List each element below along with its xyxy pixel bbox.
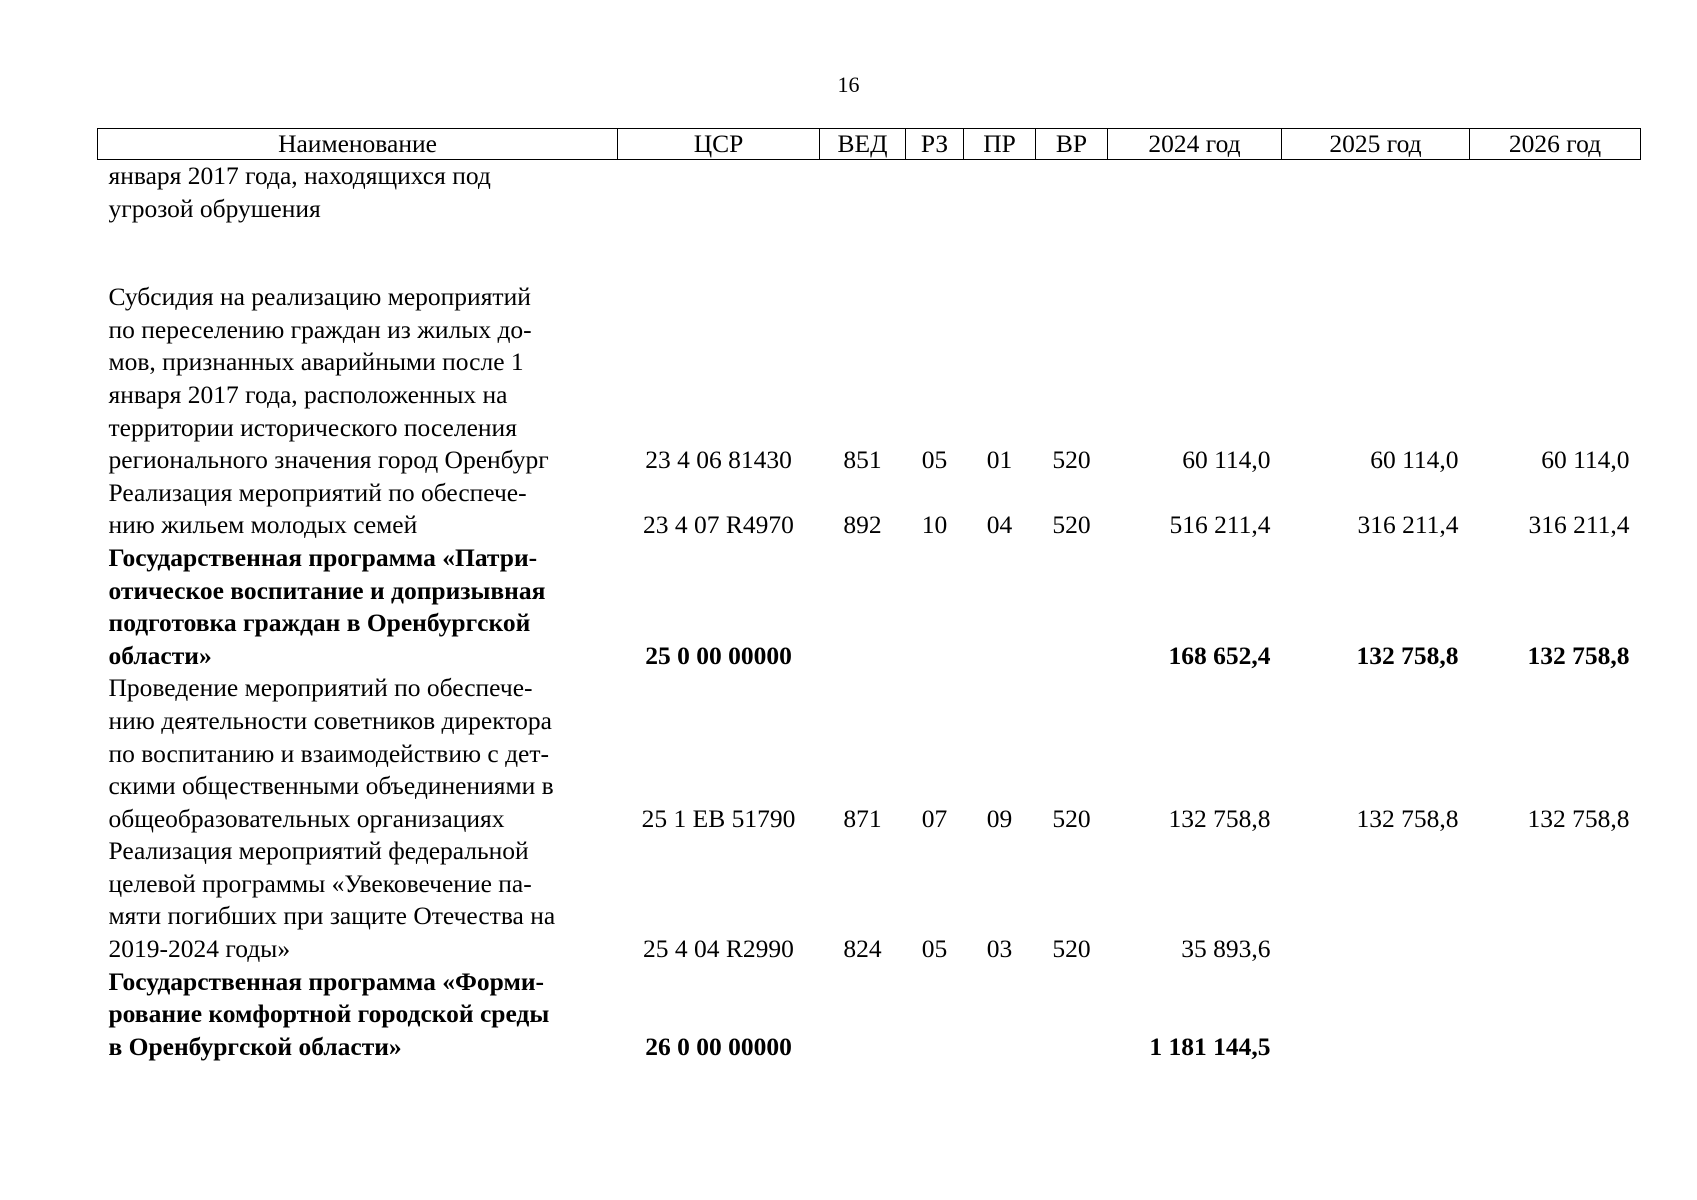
- row-2025: 60 114,0: [1370, 445, 1459, 475]
- row-name: [98, 160, 618, 226]
- row-name-line: по переселению граждан из жилых до-: [108, 314, 532, 344]
- table-row: [98, 672, 1641, 835]
- table-body: [98, 160, 1641, 1064]
- header-2025: 2025 год: [1282, 129, 1470, 160]
- row-pr: [964, 542, 1036, 672]
- row-name-line: общеобразовательных организациях: [108, 803, 505, 833]
- row-csr: 25 0 00 00000: [645, 640, 792, 670]
- row-vr: [1036, 966, 1108, 1064]
- row-name: [98, 477, 618, 542]
- row-csr: 26 0 00 00000: [645, 1031, 792, 1061]
- row-name-line: территории исторического поселения: [108, 412, 517, 442]
- row-name: [98, 672, 618, 835]
- row-ved: 871: [843, 803, 882, 833]
- row-pr: [964, 966, 1036, 1064]
- table-row: [98, 966, 1641, 1064]
- row-2024: 60 114,0: [1182, 445, 1271, 475]
- row-2025: 316 211,4: [1357, 510, 1459, 540]
- row-name: [98, 835, 618, 965]
- row-vr: 520: [1052, 934, 1091, 964]
- table-row: [98, 477, 1641, 542]
- row-2025: 132 758,8: [1356, 803, 1459, 833]
- header-rz: РЗ: [906, 129, 964, 160]
- row-name: [98, 281, 618, 477]
- row-2026: 132 758,8: [1527, 803, 1630, 833]
- row-rz: [906, 542, 964, 672]
- table-row: [98, 281, 1641, 477]
- row-name-line: угрозой обрушения: [108, 193, 321, 223]
- row-2025: 132 758,8: [1356, 640, 1459, 670]
- row-2026: [1470, 160, 1641, 226]
- row-pr: 04: [986, 510, 1013, 540]
- row-pr: [964, 160, 1036, 226]
- row-vr: [1036, 542, 1108, 672]
- row-2024: 132 758,8: [1168, 803, 1271, 833]
- row-name-line: скими общественными объединениями в: [108, 771, 554, 801]
- row-name-line: области»: [108, 640, 212, 670]
- row-name-line: рование комфортной городской среды: [108, 999, 550, 1029]
- table-row: [98, 160, 1641, 226]
- row-pr: 01: [986, 445, 1013, 475]
- row-2024: 168 652,4: [1168, 640, 1271, 670]
- row-name-line: Субсидия на реализацию мероприятий: [108, 282, 531, 312]
- row-vr: 520: [1052, 445, 1091, 475]
- row-rz: 10: [921, 510, 948, 540]
- row-name-line: Реализация мероприятий федеральной: [108, 836, 529, 866]
- row-2026: 60 114,0: [1541, 445, 1630, 475]
- header-ved: ВЕД: [820, 129, 906, 160]
- row-ved: 824: [843, 934, 882, 964]
- row-csr: 25 4 04 R2990: [643, 934, 794, 964]
- row-ved: [820, 966, 906, 1064]
- table-row: [98, 542, 1641, 672]
- header-pr: ПР: [964, 129, 1036, 160]
- row-name-line: Государственная программа «Патри-: [108, 542, 538, 572]
- table-row: [98, 835, 1641, 965]
- row-rz: 07: [921, 803, 948, 833]
- header-2026: 2026 год: [1470, 129, 1641, 160]
- row-csr: 25 1 ЕВ 51790: [641, 803, 796, 833]
- row-name-line: отическое воспитание и допризывная: [108, 575, 546, 605]
- header-vr: ВР: [1036, 129, 1108, 160]
- budget-table: [97, 128, 1641, 1063]
- row-rz: [906, 966, 964, 1064]
- row-name-line: Государственная программа «Форми-: [108, 966, 545, 996]
- row-name-line: января 2017 года, находящихся под: [108, 161, 491, 190]
- row-vr: 520: [1052, 803, 1091, 833]
- row-2026: 316 211,4: [1528, 510, 1630, 540]
- row-ved: [820, 160, 906, 226]
- row-ved: [820, 542, 906, 672]
- row-2025: [1282, 835, 1470, 965]
- row-name-line: нию жильем молодых семей: [108, 510, 418, 540]
- row-name-line: мов, признанных аварийными после 1: [108, 347, 524, 377]
- row-csr: 23 4 06 81430: [645, 445, 792, 475]
- row-2026: [1470, 966, 1641, 1064]
- row-name-line: по воспитанию и взаимодействию с дет-: [108, 738, 550, 768]
- row-name-line: регионального значения город Оренбург: [108, 445, 549, 475]
- row-vr: 520: [1052, 510, 1091, 540]
- row-2026: [1470, 835, 1641, 965]
- row-name-line: целевой программы «Увековечение па-: [108, 868, 532, 898]
- row-name-line: Проведение мероприятий по обеспече-: [108, 673, 533, 703]
- header-2024: 2024 год: [1108, 129, 1282, 160]
- row-csr: 23 4 07 R4970: [643, 510, 794, 540]
- row-name-line: нию деятельности советников директора: [108, 705, 552, 735]
- row-2026: 132 758,8: [1527, 640, 1630, 670]
- row-2025: [1282, 966, 1470, 1064]
- spacer-row: [98, 225, 1641, 281]
- row-name-line: в Оренбургской области»: [108, 1031, 402, 1061]
- row-name-line: мяти погибших при защите Отечества на: [108, 901, 556, 931]
- row-vr: [1036, 160, 1108, 226]
- row-2024: 516 211,4: [1169, 510, 1271, 540]
- row-name: [98, 966, 618, 1064]
- row-csr: [618, 160, 820, 226]
- page-number: 16: [837, 72, 860, 97]
- row-pr: 03: [986, 934, 1013, 964]
- row-2024: 35 893,6: [1181, 934, 1271, 964]
- row-name: [98, 542, 618, 672]
- row-name-line: 2019-2024 годы»: [108, 934, 291, 964]
- row-rz: 05: [921, 934, 948, 964]
- header-name: Наименование: [98, 129, 618, 160]
- row-name-line: января 2017 года, расположенных на: [108, 379, 508, 409]
- row-ved: 892: [843, 510, 882, 540]
- row-name-line: подготовка граждан в Оренбургской: [108, 608, 531, 638]
- table-header-row: [98, 129, 1641, 160]
- row-rz: 05: [921, 445, 948, 475]
- row-ved: 851: [843, 445, 882, 475]
- row-pr: 09: [986, 803, 1013, 833]
- header-csr: ЦСР: [618, 129, 820, 160]
- row-2025: [1282, 160, 1470, 226]
- row-name-line: Реализация мероприятий по обеспече-: [108, 477, 527, 507]
- row-2024: [1108, 160, 1282, 226]
- row-2024: 1 181 144,5: [1149, 1031, 1271, 1061]
- row-rz: [906, 160, 964, 226]
